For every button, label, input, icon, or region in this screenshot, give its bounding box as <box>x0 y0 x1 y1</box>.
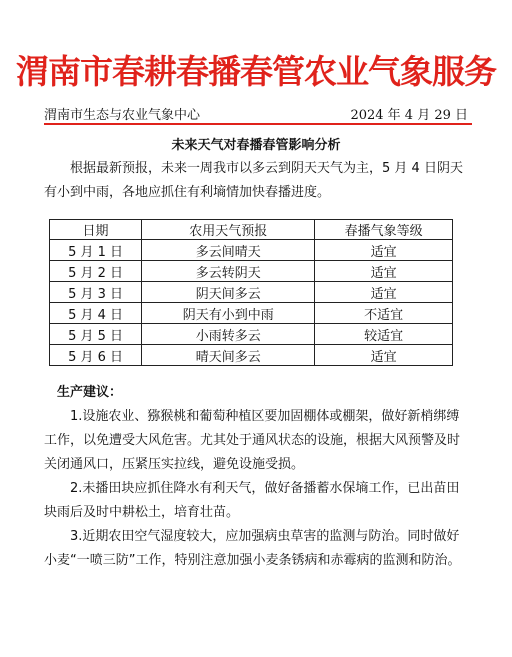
cell-forecast: 多云转阴天 <box>142 261 315 282</box>
header-date: 日期 <box>50 220 142 240</box>
table-row <box>50 345 453 366</box>
issue-date: 2024 年 4 月 29 日 <box>350 108 468 123</box>
table-row <box>50 282 453 303</box>
cell-date: 5 月 3 日 <box>50 282 142 303</box>
cell-forecast: 晴天间多云 <box>142 345 315 366</box>
production-advice <box>44 381 472 573</box>
cell-forecast: 多云间晴天 <box>142 240 315 261</box>
advice-item: 2.未播田块应抓住降水有利天气，做好备播蓄水保墒工作，已出苗田块雨后及时中耕松土，培育壮苗。 <box>44 481 460 520</box>
cell-date: 5 月 6 日 <box>50 345 142 366</box>
table-header-row <box>50 220 453 240</box>
header-level: 春播气象等级 <box>315 220 453 240</box>
cell-level: 适宜 <box>315 345 453 366</box>
cell-date: 5 月 1 日 <box>50 240 142 261</box>
cell-forecast: 小雨转多云 <box>142 324 315 345</box>
bulletin-title: 渭南市春耕春播春管农业气象服务 <box>16 52 496 91</box>
forecast-table <box>49 219 453 366</box>
table-row <box>50 240 453 261</box>
cell-level: 适宜 <box>315 282 453 303</box>
table-row <box>50 303 453 324</box>
cell-level: 适宜 <box>315 240 453 261</box>
advice-item: 3.近期农田空气湿度较大，应加强病虫草害的监测与防治。同时做好小麦“一喷三防”工作，特别注意加强小麦条锈病和赤霉病的监测和防治。 <box>44 529 461 568</box>
cell-date: 5 月 4 日 <box>50 303 142 324</box>
title-divider <box>44 123 472 125</box>
table-row <box>50 261 453 282</box>
cell-date: 5 月 2 日 <box>50 261 142 282</box>
issuing-organization: 渭南市生态与农业气象中心 <box>44 108 201 123</box>
cell-level: 不适宜 <box>315 303 453 324</box>
table-row <box>50 324 453 345</box>
analysis-heading: 未来天气对春播春管影响分析 <box>171 138 341 153</box>
cell-date: 5 月 5 日 <box>50 324 142 345</box>
header-forecast: 农用天气预报 <box>142 220 315 240</box>
advice-item: 1.设施农业、猕猴桃和葡萄种植区要加固棚体或棚架，做好新梢绑缚工作，以免遭受大风危害。尤其处于通风状态的设施，根据大风预警及时关闭通风口，压紧压实拉线，避免设施受损。 <box>44 409 461 472</box>
advice-title: 生产建议： <box>57 385 123 400</box>
cell-level: 较适宜 <box>315 324 453 345</box>
cell-level: 适宜 <box>315 261 453 282</box>
bulletin-meta <box>44 104 468 124</box>
cell-forecast: 阴天有小到中雨 <box>142 303 315 324</box>
cell-forecast: 阴天间多云 <box>142 282 315 303</box>
analysis-intro: 根据最新预报，未来一周我市以多云到阴天天气为主，5 月 4 日阴天有小到中雨，各地应抓住有利墒情加快春播进度。 <box>44 161 463 200</box>
